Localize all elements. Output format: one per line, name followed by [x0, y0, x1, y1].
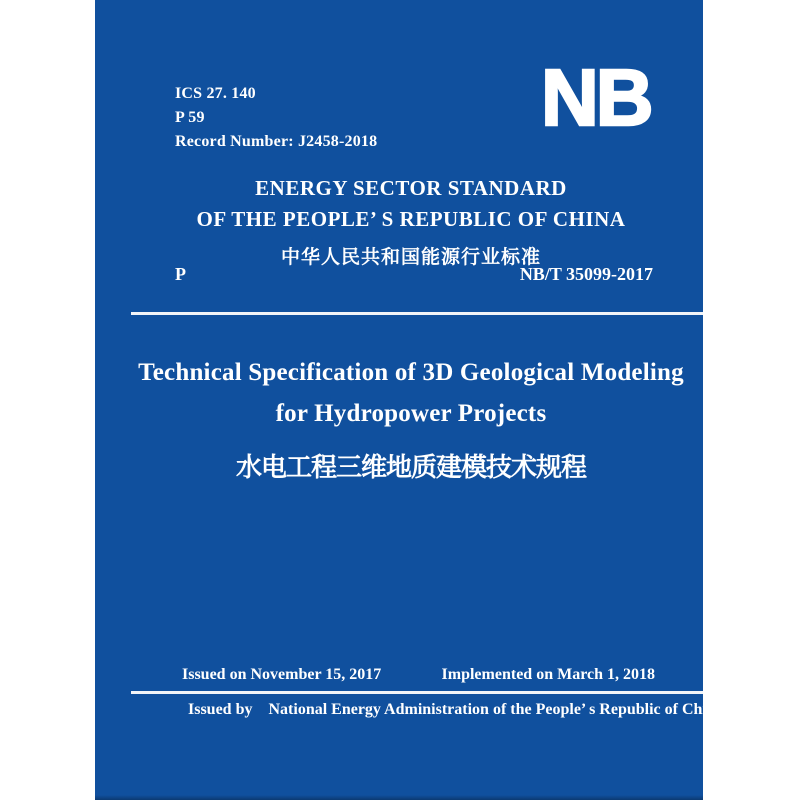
standard-number: NB/T 35099-2017: [519, 264, 653, 284]
issued-on-date: Issued on November 15, 2017: [182, 666, 382, 683]
issued-by-value: National Energy Administration of the People’ s Republic of China: [268, 701, 724, 718]
divider-top: [131, 312, 703, 315]
p-mark: P: [175, 264, 186, 284]
dates-row: [182, 666, 655, 684]
standard-name-en-line2: OF THE PEOPLE’ S REPUBLIC OF CHINA: [196, 207, 626, 231]
standard-name-en-line1: ENERGY SECTOR STANDARD: [255, 176, 567, 200]
standard-name-block: [95, 176, 703, 269]
standard-name-cn: 中华人民共和国能源行业标准: [280, 247, 541, 268]
divider-bottom: [131, 691, 703, 694]
standard-cover: [95, 0, 724, 800]
title-en-line2: for Hydropower Projects: [275, 400, 547, 427]
ics-code: ICS 27. 140: [175, 85, 256, 102]
classification-block: [175, 82, 377, 154]
title-block: [95, 352, 703, 484]
implemented-on-date: Implemented on March 1, 2018: [441, 666, 655, 683]
issued-by-label: Issued by: [188, 701, 253, 718]
p-classification: P 59: [175, 109, 205, 126]
title-en-line1: Technical Specification of 3D Geological Modeling: [138, 359, 684, 386]
issued-by-row: [188, 701, 724, 719]
title-cn: 水电工程三维地质建模技术规程: [235, 452, 586, 482]
record-number: Record Number: J2458-2018: [175, 133, 378, 150]
standard-number-row: [175, 264, 653, 285]
nb-logo: NB: [541, 53, 651, 142]
